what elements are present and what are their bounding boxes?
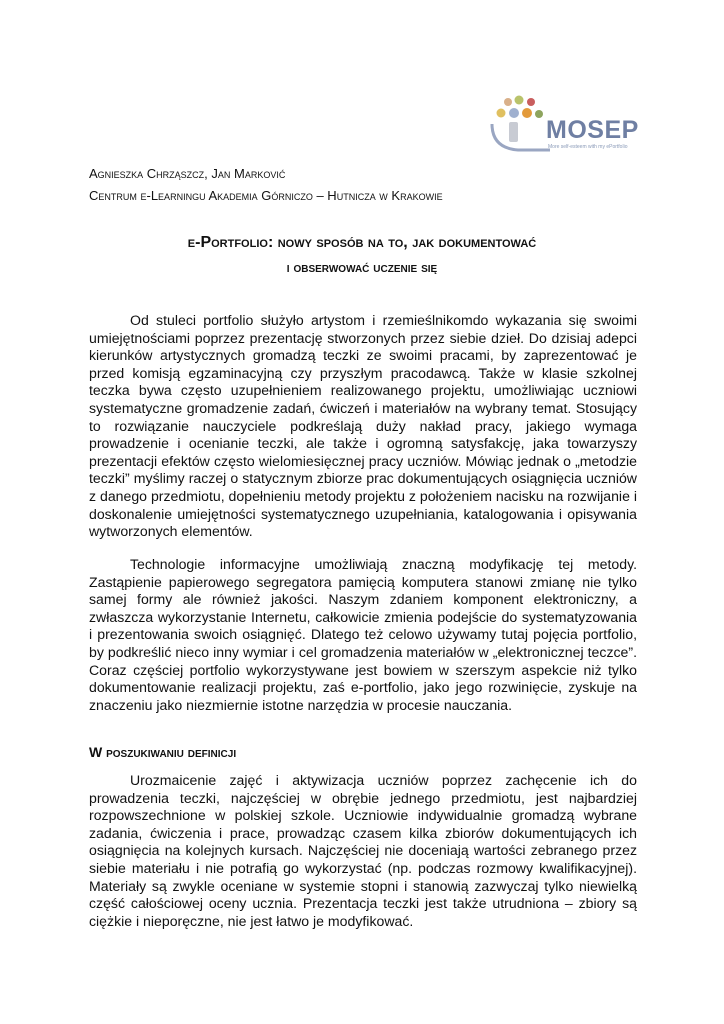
- intro-paragraph-2: [89, 556, 637, 714]
- section-heading: W poszukiwaniu definicji: [89, 744, 237, 760]
- authors: Agnieszka Chrząszcz, Jan Marković: [89, 166, 286, 181]
- paragraph-text: Urozmaicenie zajęć i aktywizacja uczniów poprzez zachęcenie ich do prowadzenia teczki, najczęściej w obrębie jednego przedmiotu, jest najbardziej rozpowszechnione w polskiej szkole. Uczniowie indywidualnie gromadzą wybrane zadania, ćwiczenia i prace, prowadząc czasem kilka zbiorów dokumentujących ich osiągnięcia na kolejnych kursach. Najczęściej nie doceniają wartości zebranego przez siebie materiału i nie potrafią go wykorzystać (np. podczas rozmowy kwalifikacyjnej). Materiały są zwykle oceniane w systemie stopni i stanowią zazwyczaj tylko niewielką część całościowej oceny ucznia. Prezentacja teczki jest także utrudniona – zbiory są ciężkie i nieporęczne, nie jest łatwo je modyfikować.: [89, 772, 637, 929]
- mosep-logo: [488, 94, 668, 156]
- affiliation: Centrum e-Learningu Akademia Górniczo – Hutnicza w Krakowie: [89, 188, 443, 203]
- logo-wordmark: MOSEP: [546, 116, 639, 144]
- logo-tagline: More self-esteem with my ePortfolio: [548, 144, 628, 150]
- paragraph-text: Od stuleci portfolio służyło artystom i rzemieślnikomdo wykazania się swoimi umiejętnościami poprzez prezentację stworzonych przez siebie dzieł. Do dzisiaj adepci kierunków artystycznych gromadzą teczki ze swoimi pracami, by zaprezentować je przed komisją egzaminacyjną czy przyszłym pracodawcą. Także w klasie szkolnej teczka bywa często uzupełnieniem realizowanego projektu, umożliwiając uczniowi systematyczne gromadzenie zadań, ćwiczeń i materiałów na wybrany temat. Stosujący to rozwiązanie nauczyciele podkreślają duży nakład pracy, jakiego wymaga prowadzenie i ocenianie teczki, ale także i ogromną satysfakcję, jaka towarzyszy prezentacji efektów często wielomiesięcznej pracy uczniów. Mówiąc jednak o „metodzie teczki” myślimy raczej o statycznym zbiorze prac dokumentujących osiągnięcia uczniów z danego przedmiotu, dopełnieniu metody projektu z położeniem nacisku na rozwijanie i doskonalenie umiejętności systematycznego uzupełniania, katalogowania i opisywania wytworzonych elementów.: [89, 312, 637, 540]
- paper-title-line-1: e-Portfolio: nowy sposób na to, jak dokumentować: [187, 234, 537, 251]
- paragraph-text: Technologie informacyjne umożliwiają znaczną modyfikację tej metody. Zastąpienie papierowego segregatora pamięcią komputera stanowi zmianę nie tylko samej formy ale również jakości. Naszym zdaniem komponent elektroniczny, a zwłaszcza wykorzystanie Internetu, całkowicie zmienia podejście do systematyzowania i prezentowania swoich osiągnięć. Dlatego też celowo używamy tutaj pojęcia portfolio, by podkreślić nieco inny wymiar i cel gromadzenia materiałów w „elektronicznej teczce”. Coraz częściej portfolio wykorzystywane jest bowiem w szerszym aspekcie niż tylko dokumentowanie realizacji projektu, zaś e-portfolio, jako jego rozwinięcie, zyskuje na znaczeniu jako niezmiernie istotne narzędzia w procesie nauczania.: [89, 556, 637, 713]
- paper-title-line-2: i obserwować uczenie się: [286, 259, 438, 275]
- intro-paragraph-1: [89, 312, 637, 541]
- section-paragraph: [89, 772, 637, 930]
